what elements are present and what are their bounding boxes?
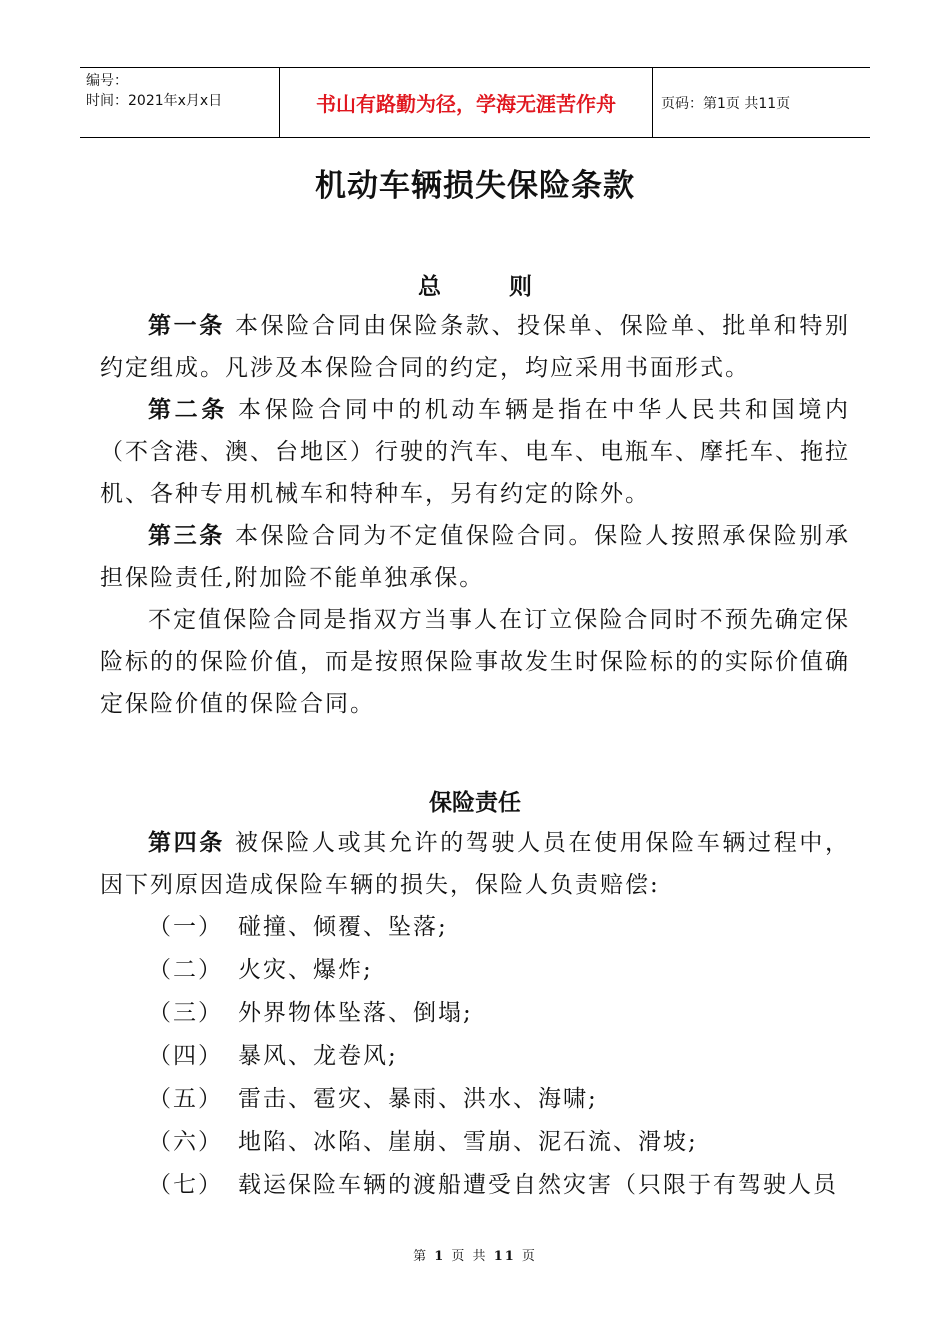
list-item-number: （三） — [148, 1000, 223, 1026]
header-page-info: 页码：第1页 共11页 — [661, 95, 791, 112]
footer-total-pages: 11 — [493, 1249, 516, 1264]
footer-prefix: 第 — [413, 1249, 429, 1264]
article-text: 本保险合同由保险条款、投保单、保险单、批单和特别约定组成。凡涉及本保险合同的约定，均应采用书面形式。 — [100, 313, 851, 381]
article-label: 第二条 — [148, 396, 229, 423]
document-number-label: 编号： — [86, 73, 128, 89]
header-motto: 书山有路勤为径，学海无涯苦作舟 — [280, 68, 653, 137]
list-item-number: （二） — [148, 957, 223, 983]
list-item-text: 碰撞、倾覆、坠落; — [238, 914, 448, 940]
article-paragraph — [100, 822, 850, 906]
list-item-text: 载运保险车辆的渡船遭受自然灾害（只限于有驾驶人员 — [238, 1172, 838, 1198]
document-title: 机动车辆损失保险条款 — [315, 168, 635, 204]
document-time-label: 时间：2021年x月x日 — [86, 93, 223, 109]
article-paragraph — [100, 389, 850, 515]
list-item — [100, 906, 850, 949]
page-footer — [0, 1245, 950, 1264]
section-general-body — [100, 305, 850, 725]
section-heading-liability: 保险责任 — [429, 789, 521, 816]
section-liability-body — [100, 822, 850, 1207]
list-item-text: 地陷、冰陷、崖崩、雪崩、泥石流、滑坡; — [238, 1129, 698, 1155]
paragraph-text: 不定值保险合同是指双方当事人在订立保险合同时不预先确定保险标的的保险价值，而是按照保险事故发生时保险标的的实际价值确定保险价值的保险合同。 — [100, 607, 850, 717]
list-item — [100, 1078, 850, 1121]
list-item-number: （七） — [148, 1172, 223, 1198]
list-item — [100, 949, 850, 992]
list-item-number: （五） — [148, 1086, 223, 1112]
plain-paragraph — [100, 599, 850, 725]
article-paragraph — [100, 305, 850, 389]
list-item-text: 外界物体坠落、倒塌; — [238, 1000, 473, 1026]
list-item-text: 暴风、龙卷风; — [238, 1043, 398, 1069]
article-label: 第一条 — [148, 312, 225, 339]
list-item-number: （四） — [148, 1043, 223, 1069]
list-item-text: 雷击、雹灾、暴雨、洪水、海啸; — [238, 1086, 598, 1112]
article-text: 本保险合同为不定值保险合同。保险人按照承保险别承担保险责任,附加险不能单独承保。 — [100, 523, 851, 591]
article-label: 第四条 — [148, 829, 225, 856]
article-text: 被保险人或其允许的驾驶人员在使用保险车辆过程中，因下列原因造成保险车辆的损失，保险人负责赔偿: — [100, 830, 851, 898]
section-heading-general: 总 则 — [417, 273, 562, 300]
article-paragraph — [100, 515, 850, 599]
list-item-number: （一） — [148, 914, 223, 940]
footer-middle: 页 共 — [451, 1249, 488, 1264]
list-item — [100, 992, 850, 1035]
footer-current-page: 1 — [434, 1249, 446, 1264]
list-item-number: （六） — [148, 1129, 223, 1155]
list-item-text: 火灾、爆炸; — [238, 957, 373, 983]
header-meta-cell — [80, 68, 280, 137]
article-text: 本保险合同中的机动车辆是指在中华人民共和国境内（不含港、澳、台地区）行驶的汽车、电车、电瓶车、摩托车、拖拉机、各种专用机械车和特种车，另有约定的除外。 — [100, 397, 851, 507]
document-header — [80, 67, 870, 138]
list-item — [100, 1164, 850, 1207]
article-label: 第三条 — [148, 522, 225, 549]
footer-suffix: 页 — [521, 1249, 537, 1264]
list-item — [100, 1035, 850, 1078]
list-item — [100, 1121, 850, 1164]
